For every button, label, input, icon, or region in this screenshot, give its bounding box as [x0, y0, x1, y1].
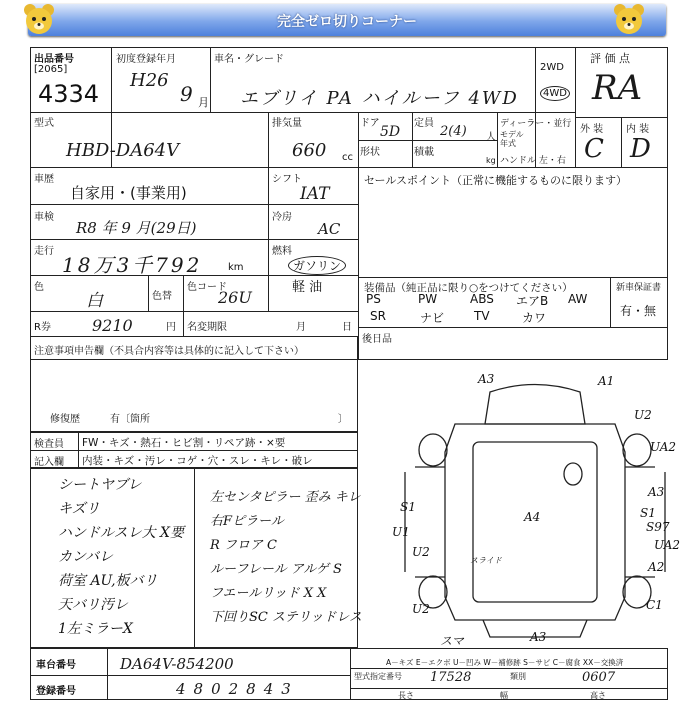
registration-value: 4802843 [176, 680, 299, 698]
damage-mark: UA2 [654, 538, 681, 552]
rear-seat-label: 後日品 [362, 334, 392, 345]
mileage-value: 18万3千792 [62, 253, 203, 277]
car-diagram [395, 362, 675, 647]
lot-number: 4334 [38, 80, 100, 108]
length-label: 長さ [398, 691, 414, 700]
recycle-label: R券 [34, 322, 51, 333]
entry-label: 記入欄 [34, 457, 64, 468]
damage-mark: U2 [412, 545, 430, 559]
comment-line: 左センタピラー 歪み キレ [210, 490, 361, 505]
comment-line: 右Fピラール [210, 514, 284, 529]
comment-line: カンバレ [58, 549, 114, 565]
comment-line: シートヤブレ [58, 477, 142, 493]
ext-label: 外 装 [580, 124, 604, 135]
fuel-value-1: ガソリン [288, 256, 346, 275]
sales-point-label: セールスポイント（正常に機能するものに限ります） [364, 174, 628, 187]
equipment-label: 装備品（純正品に限り○をつけてください） [364, 282, 573, 294]
color-label: 色 [34, 282, 44, 293]
ac-value: AC [318, 220, 341, 238]
spec-value-2: 0607 [582, 670, 616, 685]
door-label: ドア [360, 118, 380, 129]
damage-mark: U2 [412, 602, 430, 616]
equipment-item: エアB [516, 294, 549, 308]
header-banner [28, 4, 666, 36]
damage-mark: A1 [598, 374, 615, 388]
equipment-item: PW [418, 292, 438, 306]
int-value: D [630, 134, 651, 164]
equipment-item: ナビ [420, 311, 445, 325]
banner-title: 完全ゼロ切りコーナー [277, 14, 417, 30]
drive-2wd: 2WD [540, 62, 564, 73]
displacement-unit: cc [342, 152, 353, 163]
damage-mark: スマ [440, 634, 464, 648]
repair-label: 修復歴 [50, 414, 80, 425]
car-name-value: エブリイ PA ハイルーフ 4WD [240, 88, 519, 109]
bear-icon [612, 2, 646, 36]
equipment-item: ABS [470, 292, 494, 306]
int-label: 内 装 [626, 124, 650, 135]
equipment-item: SR [370, 309, 386, 323]
bear-icon [22, 2, 56, 36]
damage-mark: A3 [648, 485, 665, 499]
mileage-unit: km [228, 262, 244, 273]
load-label: 積載 [414, 147, 434, 158]
color-code-label: 色コード [187, 282, 227, 293]
equipment-item: PS [366, 292, 381, 306]
color-code-value: 26U [218, 288, 252, 307]
comment-line: 下回りSC ステリッドレス [210, 610, 362, 625]
damage-mark: A4 [524, 510, 541, 524]
score-label: 評 価 点 [590, 52, 630, 65]
usage-value: 自家用・(事業用) [70, 184, 187, 202]
damage-mark: U1 [392, 525, 410, 539]
ext-value: C [584, 134, 604, 164]
shift-label: シフト [272, 174, 302, 185]
displacement-label: 排気量 [272, 118, 302, 129]
inspection-label: 車検 [34, 212, 54, 223]
mileage-label: 走行 [34, 246, 54, 257]
comment-line: R フロア C [210, 538, 277, 553]
capacity-value: 2(4) [440, 124, 467, 139]
capacity-unit: 人 [486, 132, 496, 143]
equipment-item: AW [568, 292, 588, 306]
name-change-label: 名変期限 [187, 322, 227, 333]
first-reg-era: H26 [130, 70, 169, 91]
damage-mark: UA2 [650, 440, 677, 454]
handle-label: ハンドル 左・右 [500, 156, 566, 166]
inspector-row-2: 内装・キズ・汚レ・コゲ・穴・スレ・キレ・破レ [82, 455, 313, 467]
recycle-value: 9210 [92, 316, 133, 335]
drive-4wd: 4WD [540, 86, 570, 101]
lot-label: 出品番号 [34, 54, 74, 65]
comment-line: ハンドルスレ大 X要 [58, 525, 184, 541]
name-change-day: 日 [342, 322, 352, 333]
shift-value: IAT [300, 184, 330, 204]
color-change-label: 色替 [152, 291, 172, 302]
damage-mark: S1 [640, 506, 656, 520]
displacement-value: 660 [292, 140, 327, 161]
chassis-label: 車台番号 [36, 660, 76, 671]
inspector-row-1: FW・キズ・熱石・ヒビ割・リペア跡・×要 [82, 437, 286, 449]
warranty-label: 新車保証書 [616, 283, 662, 293]
car-name-label: 車名・グレード [214, 54, 284, 65]
spec-value-1: 17528 [430, 670, 472, 685]
damage-mark: U2 [634, 408, 652, 422]
ac-label: 冷房 [272, 212, 292, 223]
repair-close: 〕 [338, 414, 348, 425]
inspection-value: R8 年 9 月(29日) [76, 219, 197, 237]
damage-mark: S1 [400, 500, 416, 514]
notes-label: 注意事項申告欄（不具合内容等は具体的に記入して下さい） [34, 346, 304, 357]
load-unit: kg [486, 156, 496, 165]
model-year-label: モデル年式 [500, 130, 524, 148]
repair-value: 有〔箇所 [110, 414, 150, 425]
fuel-value-2: 軽 油 [292, 280, 323, 295]
first-reg-month: 9 [180, 82, 193, 106]
comment-line: キズリ [58, 501, 100, 517]
damage-mark: A3 [530, 630, 547, 644]
damage-mark: C1 [646, 598, 663, 612]
legend: A－キズ E－エクボ U－凹み W－補修跡 S－サビ C－腐食 XX－交換済 [386, 658, 624, 667]
damage-mark: S97 [646, 520, 670, 534]
color-value: 白 [86, 291, 103, 311]
capacity-label: 定員 [414, 118, 434, 129]
equipment-item: カワ [522, 311, 547, 325]
inspector-label: 検査員 [34, 439, 64, 450]
door-value: 5D [380, 124, 401, 140]
comment-line: 天バリ汚レ [58, 597, 128, 613]
body-shape-label: 形状 [360, 147, 380, 158]
registration-label: 登録番号 [36, 686, 76, 697]
damage-mark: スライド [470, 556, 502, 565]
comment-line: フエールリッド X X [210, 586, 327, 601]
model-label: 型式 [34, 118, 54, 129]
spec-class-label: 類別 [510, 672, 526, 681]
score-value: RA [592, 68, 643, 108]
width-label: 幅 [500, 691, 508, 700]
comment-line: 荷室 AU,板バリ [58, 573, 158, 589]
spec-label: 型式指定番号 [354, 672, 402, 681]
comment-line: 1左ミラーX [58, 621, 133, 637]
chassis-value: DA64V-854200 [120, 655, 234, 673]
height-label: 高さ [590, 691, 606, 700]
name-change-month: 月 [296, 322, 306, 333]
first-reg-month-unit: 月 [198, 96, 209, 109]
model-value: HBD-DA64V [66, 140, 180, 161]
comment-line: ルーフレール アルゲ S [210, 562, 342, 577]
equipment-item: TV [474, 309, 490, 323]
fuel-label: 燃料 [272, 246, 292, 257]
lot-sub: [2065] [34, 64, 68, 75]
recycle-unit: 円 [166, 322, 176, 333]
first-reg-label: 初度登録年月 [116, 54, 176, 65]
usage-label: 車歴 [34, 174, 54, 185]
dealer-label: ディーラー・並行 [500, 119, 572, 129]
damage-mark: A2 [648, 560, 665, 574]
damage-mark: A3 [478, 372, 495, 386]
warranty-value: 有・無 [620, 304, 657, 318]
